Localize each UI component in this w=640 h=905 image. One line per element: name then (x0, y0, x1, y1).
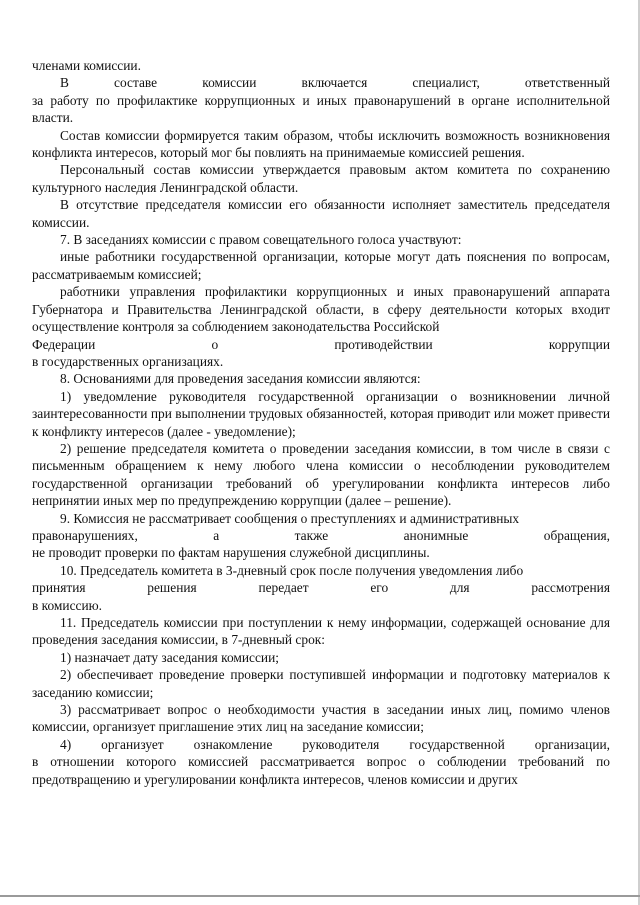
paragraph-p10: 2) решение председателя комитета о проведении заседания комиссии, в том числе в связи с письменным обращением к нему любого члена комиссии о несоблюдении руководителем государственной организации требований об урегулировании конфликта интересов либо непринятии иных мер по предупреждению коррупции (далее – решение). (32, 440, 610, 509)
paragraph-p14: 1) назначает дату заседания комиссии; (60, 649, 279, 665)
paragraph-p13: 11. Председатель комиссии при поступлении к нему информации, содержащей основание для проведения заседания комиссии, в 7-дневный срок: (32, 615, 610, 648)
paragraph-p5: 7. В заседаниях комиссии с правом совещательного голоса участвуют: (60, 232, 462, 248)
paragraph-p16: 3) рассматривает вопрос о необходимости участия в заседании иных лиц, помимо членов комиссии, организует приглашение этих лиц на заседание комиссии; (32, 702, 610, 735)
paragraph-p9: 1) уведомление руководителя государственной организации о возникновении личной заинтересованности при выполнении трудовых обязанностей, которая приводит или может привести к конфликту интересов (далее - уведомление); (32, 388, 610, 439)
paragraph-p7b: Федерации о противодействии коррупции (32, 336, 610, 352)
paragraph-p11c: не проводит проверки по фактам нарушения служебной дисциплины. (32, 545, 430, 561)
paragraph-p12c: в комиссию. (32, 597, 102, 613)
paragraph-p7a: работники управления профилактики коррупционных и иных правонарушений аппарата Губернатора и Правительства Ленинградской области, в сферу деятельности которых входит осуществление контроля за соблюдением законодательства Российской (32, 284, 610, 335)
paragraph-p2: Состав комиссии формируется таким образом, чтобы исключить возможность возникновения конфликта интересов, который мог бы повлиять на принимаемые комиссией решения. (32, 127, 610, 161)
paragraph-p7c: в государственных организациях. (32, 353, 224, 369)
paragraph-p4: В отсутствие председателя комиссии его обязанности исполняет заместитель председателя комиссии. (32, 197, 610, 230)
paragraph-p12b: принятия решения передает его для рассмотрения (32, 580, 610, 596)
paragraph-p0: членами комиссии. (32, 58, 141, 73)
paragraph-p11a: 9. Комиссия не рассматривает сообщения о преступлениях и административных (60, 510, 520, 526)
paragraph-p12a: 10. Председатель комитета в 3-дневный срок после получения уведомления либо (60, 562, 524, 578)
document-page (32, 57, 610, 788)
paragraph-p3: Персональный состав комиссии утверждается правовым актом комитета по сохранению культурного наследия Ленинградской области. (32, 162, 610, 195)
paragraph-p1a: В составе комиссии включается специалист, ответственный (60, 75, 610, 91)
paragraph-p6: иные работники государственной организации, которые могут дать пояснения по вопросам, рассматриваемым комиссией; (32, 249, 610, 282)
paragraph-p15: 2) обеспечивает проведение проверки поступившей информации и подготовку материалов к заседанию комиссии; (32, 667, 610, 700)
paragraph-p17b: в отношении которого комиссией рассматривается вопрос о соблюдении требований по предотвращению и урегулировании конфликта интересов, членов комиссии и других (32, 754, 610, 787)
paragraph-p11b: правонарушениях, а также анонимные обращения, (32, 527, 610, 543)
paragraph-p8: 8. Основаниями для проведения заседания комиссии являются: (60, 371, 421, 387)
paragraph-p1b: за работу по профилактике коррупционных и иных правонарушений в органе исполнительной власти. (32, 92, 610, 126)
page-bottom-edge (0, 895, 640, 897)
paragraph-p17a: 4) организует ознакомление руководителя государственной организации, (60, 736, 610, 752)
